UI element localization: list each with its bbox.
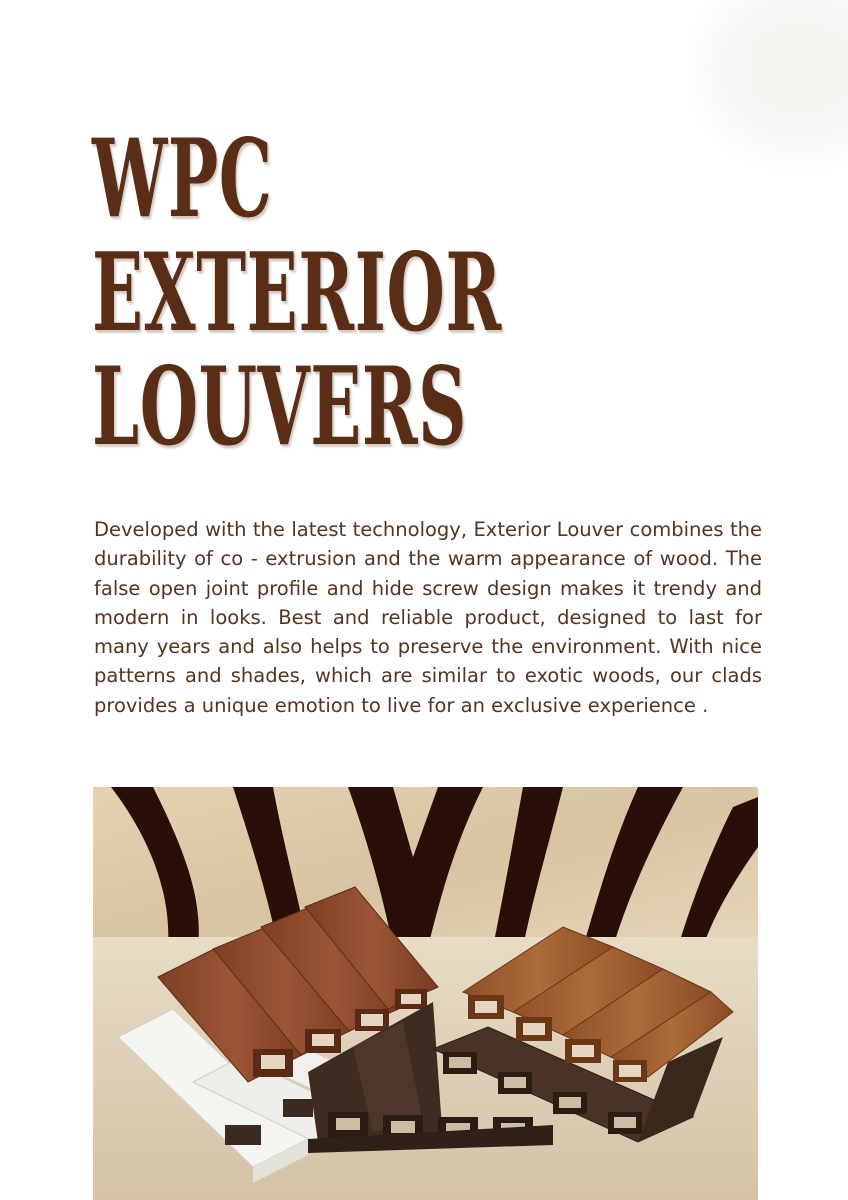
title-line-exterior: EXTERIOR bbox=[92, 230, 502, 356]
corner-glow bbox=[688, 0, 848, 170]
title-line-wpc: WPC bbox=[92, 116, 273, 242]
product-description: Developed with the latest technology, Exterior Louver combines the durability of co - extrusion and the warm appearance of wood. The false open joint profile and hide screw design makes it trendy and modern in looks. Best and reliable product, designed to last for many years and also helps to preserve the environment. With nice patterns and shades, which are similar to exotic woods, our clads provides a unique emotion to live for an exclusive experience . bbox=[94, 518, 762, 717]
title-line-louvers: LOUVERS bbox=[92, 344, 468, 470]
page-title bbox=[92, 116, 512, 470]
product-photo bbox=[93, 787, 758, 1200]
